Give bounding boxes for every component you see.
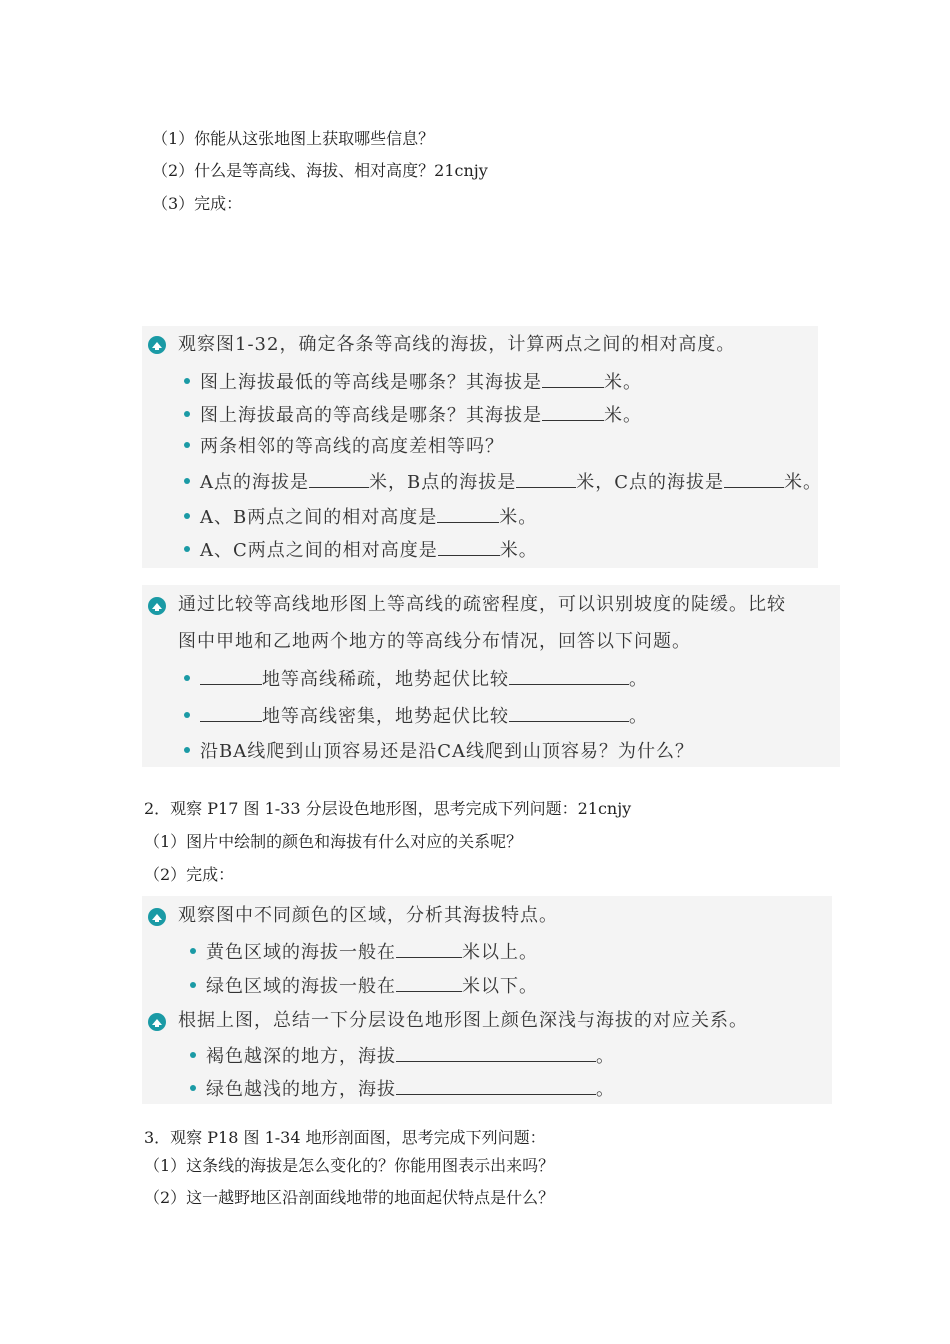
bullet-dot	[184, 513, 190, 519]
arrow-up-icon	[148, 597, 166, 615]
bullet-dot	[184, 675, 190, 681]
bullet-dot	[184, 546, 190, 552]
box3-b4-text: 绿色越浅的地方，海拔	[206, 1079, 396, 1100]
q1-sub3: （3）完成：	[152, 194, 243, 213]
q1-sub2: （2）什么是等高线、海拔、相对高度？21cnjy	[152, 161, 488, 180]
box1-b3-text: 两条相邻的等高线的高度差相等吗？	[200, 436, 504, 457]
arrow-up-icon	[148, 336, 166, 354]
box3-b4-end: 。	[596, 1079, 615, 1100]
answer-blank[interactable]	[509, 703, 629, 722]
box2-bullet-3	[184, 740, 694, 764]
box2-b2-text: 地等高线密集，地势起伏比较	[262, 706, 509, 727]
bullet-dot	[190, 948, 196, 954]
box1-b4-a: A点的海拔是	[200, 472, 309, 493]
box1-bullet-6	[184, 537, 538, 563]
answer-blank[interactable]	[200, 666, 262, 685]
box1-bullet-2	[184, 402, 642, 428]
answer-blank[interactable]	[200, 703, 262, 722]
bullet-dot	[184, 747, 190, 753]
bullet-dot	[190, 1085, 196, 1091]
box3-heading-1: 观察图中不同颜色的区域，分析其海拔特点。	[178, 905, 558, 926]
box1-bullet-1	[184, 369, 642, 395]
box1-b6-unit: 米。	[499, 540, 538, 561]
answer-blank[interactable]	[542, 369, 604, 388]
box2-b2-end: 。	[629, 706, 648, 727]
q3-sub2: （2）这一越野地区沿剖面线地带的地面起伏特点是什么？	[144, 1188, 555, 1207]
box1-b1-unit: 米。	[604, 372, 642, 393]
q3-sub1: （1）这条线的海拔是怎么变化的？你能用图表示出来吗？	[144, 1156, 555, 1175]
box2-b1-text: 地等高线稀疏，地势起伏比较	[262, 669, 509, 690]
box1-heading: 观察图1-32，确定各条等高线的海拔，计算两点之间的相对高度。	[178, 334, 736, 355]
answer-blank[interactable]	[396, 973, 462, 992]
box3-b1-text: 黄色区域的海拔一般在	[206, 942, 396, 963]
box2-bullet-2	[184, 703, 648, 729]
box3-b2-text: 绿色区域的海拔一般在	[206, 976, 396, 997]
q2-sub2: （2）完成：	[144, 865, 235, 884]
box3-bullet-4	[190, 1076, 615, 1102]
answer-blank[interactable]	[509, 666, 629, 685]
arrow-up-icon	[148, 908, 166, 926]
bullet-dot	[184, 478, 190, 484]
bullet-dot	[184, 411, 190, 417]
q2-title: 2．观察 P17 图 1-33 分层设色地形图，思考完成下列问题：21cnjy	[144, 799, 632, 818]
answer-blank[interactable]	[516, 469, 576, 488]
box2-heading-line2: 图中甲地和乙地两个地方的等高线分布情况，回答以下问题。	[178, 631, 691, 652]
box3-b1-unit: 米以上。	[462, 942, 538, 963]
box2-b3-text: 沿BA线爬到山顶容易还是沿CA线爬到山顶容易？为什么？	[200, 741, 694, 762]
box1-bullet-3	[184, 435, 504, 459]
answer-blank[interactable]	[438, 537, 500, 556]
q2-sub1: （1）图片中绘制的颜色和海拔有什么对应的关系呢？	[144, 832, 523, 851]
answer-blank[interactable]	[396, 1043, 596, 1062]
box2-b1-end: 。	[629, 669, 648, 690]
bullet-dot	[184, 442, 190, 448]
bullet-dot	[190, 1052, 196, 1058]
bullet-dot	[184, 712, 190, 718]
answer-blank[interactable]	[437, 504, 499, 523]
q1-sub1: （1）你能从这张地图上获取哪些信息？	[152, 129, 435, 148]
box1-b6-text: A、C两点之间的相对高度是	[200, 540, 438, 561]
answer-blank[interactable]	[542, 402, 604, 421]
box3-b2-unit: 米以下。	[462, 976, 538, 997]
box3-bullet-3	[190, 1043, 615, 1069]
box3-b3-end: 。	[596, 1046, 615, 1067]
box1-bullet-4	[184, 469, 822, 495]
box1-b4-d: 米。	[784, 472, 823, 493]
box3-bullet-2	[190, 973, 538, 999]
bullet-dot	[184, 378, 190, 384]
box1-b2-unit: 米。	[604, 405, 642, 426]
box1-b1-text: 图上海拔最低的等高线是哪条？其海拔是	[200, 372, 542, 393]
bullet-dot	[190, 982, 196, 988]
box1-b4-c: 米，C点的海拔是	[576, 472, 725, 493]
box1-b5-unit: 米。	[499, 507, 538, 528]
box2-bullet-1	[184, 666, 648, 692]
arrow-up-icon	[148, 1013, 166, 1031]
answer-blank[interactable]	[724, 469, 784, 488]
q3-title: 3．观察 P18 图 1-34 地形剖面图，思考完成下列问题：	[144, 1128, 546, 1147]
box1-b5-text: A、B两点之间的相对高度是	[200, 507, 438, 528]
box3-b3-text: 褐色越深的地方，海拔	[206, 1046, 396, 1067]
answer-blank[interactable]	[396, 1076, 596, 1095]
box1-b2-text: 图上海拔最高的等高线是哪条？其海拔是	[200, 405, 542, 426]
box1-bullet-5	[184, 504, 537, 530]
box3-heading-2: 根据上图，总结一下分层设色地形图上颜色深浅与海拔的对应关系。	[178, 1010, 748, 1031]
answer-blank[interactable]	[396, 939, 462, 958]
box3-bullet-1	[190, 939, 538, 965]
box1-b4-b: 米，B点的海拔是	[369, 472, 517, 493]
box2-heading-line1: 通过比较等高线地形图上等高线的疏密程度，可以识别坡度的陡缓。比较	[178, 594, 786, 615]
answer-blank[interactable]	[309, 469, 369, 488]
